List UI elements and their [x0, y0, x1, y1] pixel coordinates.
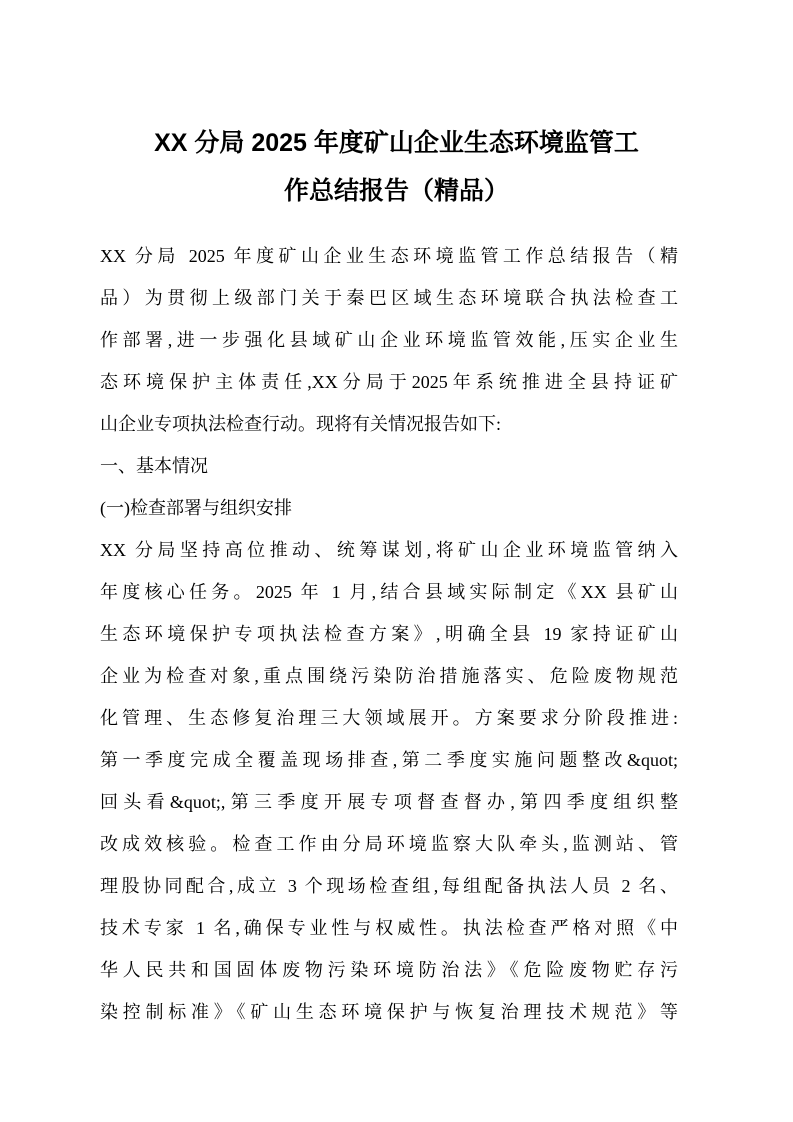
- document-title: [0, 0, 793, 215]
- body-paragraph-line: 生态环境保护专项执法检查方案》,明确全县 19 家持证矿山: [100, 624, 678, 644]
- body-paragraph-line: 化管理、生态修复治理三大领域展开。方案要求分阶段推进:: [100, 708, 678, 728]
- body-paragraph-line: 染控制标准》《矿山生态环境保护与恢复治理技术规范》等: [100, 1002, 678, 1022]
- body-paragraph-line: 态环境保护主体责任,XX分局于2025年系统推进全县持证矿: [100, 372, 678, 392]
- document-title-line-1: XX 分局 2025 年度矿山企业生态环境监管工: [154, 129, 639, 157]
- body-paragraph-line: 回头看&quot;,第三季度开展专项督查督办,第四季度组织整: [100, 792, 678, 812]
- body-paragraph-line: 技术专家 1 名,确保专业性与权威性。执法检查严格对照《中: [100, 918, 678, 938]
- body-paragraph-line: 品）为贯彻上级部门关于秦巴区域生态环境联合执法检查工: [100, 288, 678, 308]
- body-paragraph-line: 企业为检查对象,重点围绕污染防治措施落实、危险废物规范: [100, 666, 678, 686]
- body-paragraph-line: 年度核心任务。2025 年 1 月,结合县域实际制定《XX 县矿山: [100, 582, 678, 602]
- body-paragraph-line: 作部署,进一步强化县域矿山企业环境监管效能,压实企业生: [100, 330, 678, 350]
- body-paragraph-line: XX 分局 2025 年度矿山企业生态环境监管工作总结报告（精: [100, 246, 678, 266]
- body-paragraph-line: XX 分局坚持高位推动、统筹谋划,将矿山企业环境监管纳入: [100, 540, 678, 560]
- document-title-line-2: 作总结报告（精品）: [283, 177, 509, 205]
- body-paragraph-line: 改成效核验。检查工作由分局环境监察大队牵头,监测站、管: [100, 834, 678, 854]
- subheading-line: (一)检查部署与组织安排: [100, 498, 292, 518]
- body-paragraph-line: 山企业专项执法检查行动。现将有关情况报告如下:: [100, 414, 501, 434]
- heading-line: 一、基本情况: [100, 456, 208, 476]
- body-paragraph-line: 理股协同配合,成立 3 个现场检查组,每组配备执法人员 2 名、: [100, 876, 678, 896]
- body-paragraph-line: 华人民共和国固体废物污染环境防治法》《危险废物贮存污: [100, 960, 678, 980]
- document-body: [100, 235, 678, 1033]
- body-paragraph-line: 第一季度完成全覆盖现场排查,第二季度实施问题整改&quot;: [100, 750, 678, 770]
